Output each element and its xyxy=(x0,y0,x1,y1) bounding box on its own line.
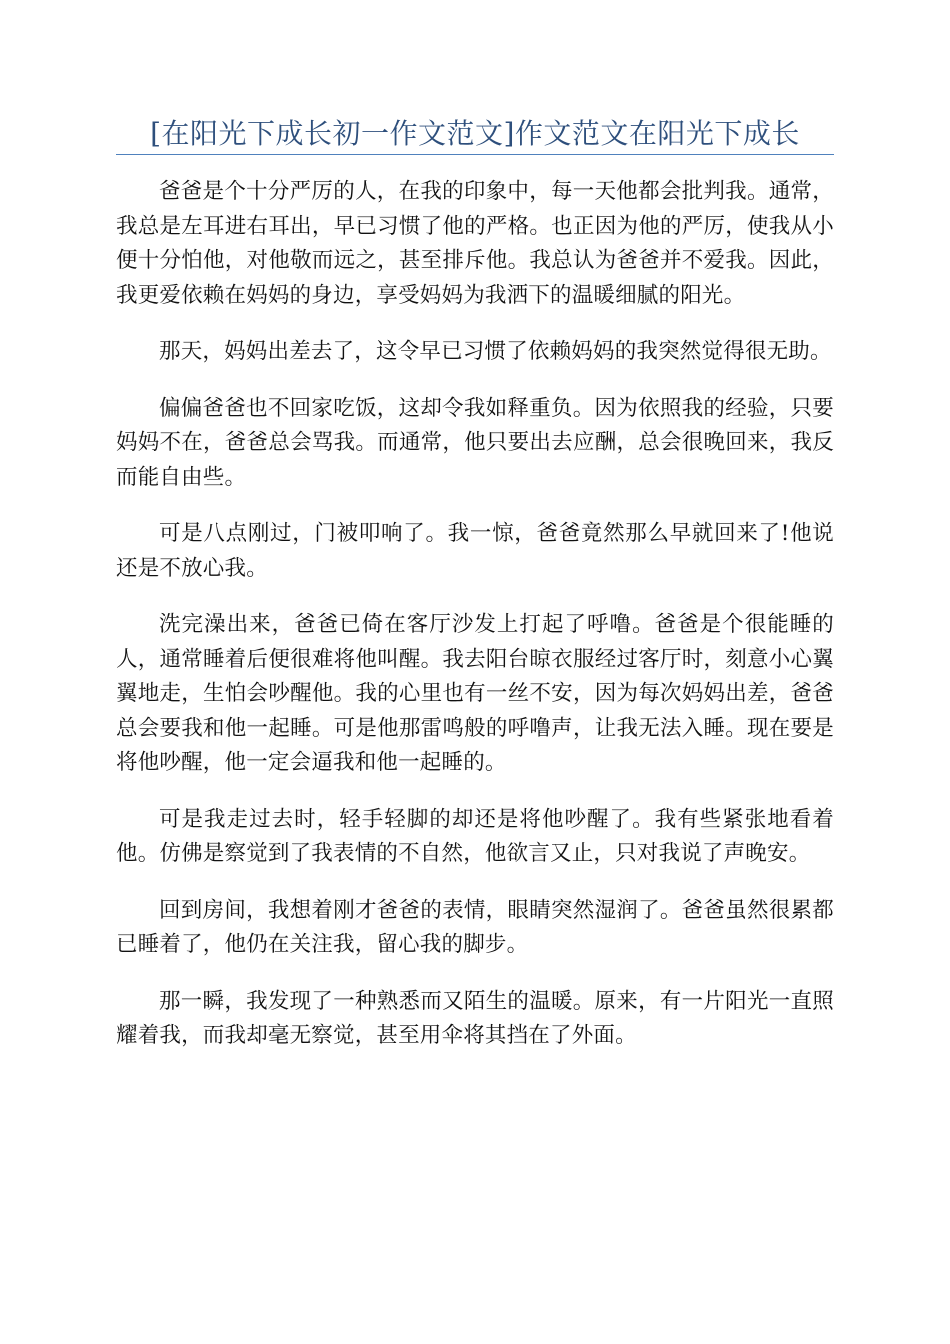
paragraph-3: 偏偏爸爸也不回家吃饭，这却令我如释重负。因为依照我的经验，只要妈妈不在，爸爸总会骂我。而通常，他只要出去应酬，总会很晚回来，我反而能自由些。 xyxy=(116,395,834,490)
paragraph-4: 可是八点刚过，门被叩响了。我一惊，爸爸竟然那么早就回来了!他说还是不放心我。 xyxy=(116,521,834,581)
paragraph-8: 那一瞬，我发现了一种熟悉而又陌生的温暖。原来，有一片阳光一直照耀着我，而我却毫无察觉，甚至用伞将其挡在了外面。 xyxy=(116,988,834,1048)
paragraph-1: 爸爸是个十分严厉的人，在我的印象中，每一天他都会批判我。通常，我总是左耳进右耳出，早已习惯了他的严格。也正因为他的严厉，使我从小便十分怕他，对他敬而远之，甚至排斥他。我总认为爸爸并不爱我。因此，我更爱依赖在妈妈的身边，享受妈妈为我洒下的温暖细腻的阳光。 xyxy=(116,179,834,308)
paragraph-5: 洗完澡出来，爸爸已倚在客厅沙发上打起了呼噜。爸爸是个很能睡的人，通常睡着后便很难将他叫醒。我去阳台晾衣服经过客厅时，刻意小心翼翼地走，生怕会吵醒他。我的心里也有一丝不安，因为每次妈妈出差，爸爸总会要我和他一起睡。可是他那雷鸣般的呼噜声，让我无法入睡。现在要是将他吵醒，他一定会逼我和他一起睡的。 xyxy=(116,612,834,775)
paragraph-6: 可是我走过去时，轻手轻脚的却还是将他吵醒了。我有些紧张地看着他。仿佛是察觉到了我表情的不自然，他欲言又止，只对我说了声晚安。 xyxy=(116,806,834,866)
paragraph-2: 那天，妈妈出差去了，这令早已习惯了依赖妈妈的我突然觉得很无助。 xyxy=(159,339,832,364)
title-underline xyxy=(116,154,834,155)
paragraph-7: 回到房间，我想着刚才爸爸的表情，眼睛突然湿润了。爸爸虽然很累都已睡着了，他仍在关注我，留心我的脚步。 xyxy=(116,897,834,957)
document-body xyxy=(116,175,834,1076)
document-title: [在阳光下成长初一作文范文]作文范文在阳光下成长 xyxy=(150,117,800,150)
